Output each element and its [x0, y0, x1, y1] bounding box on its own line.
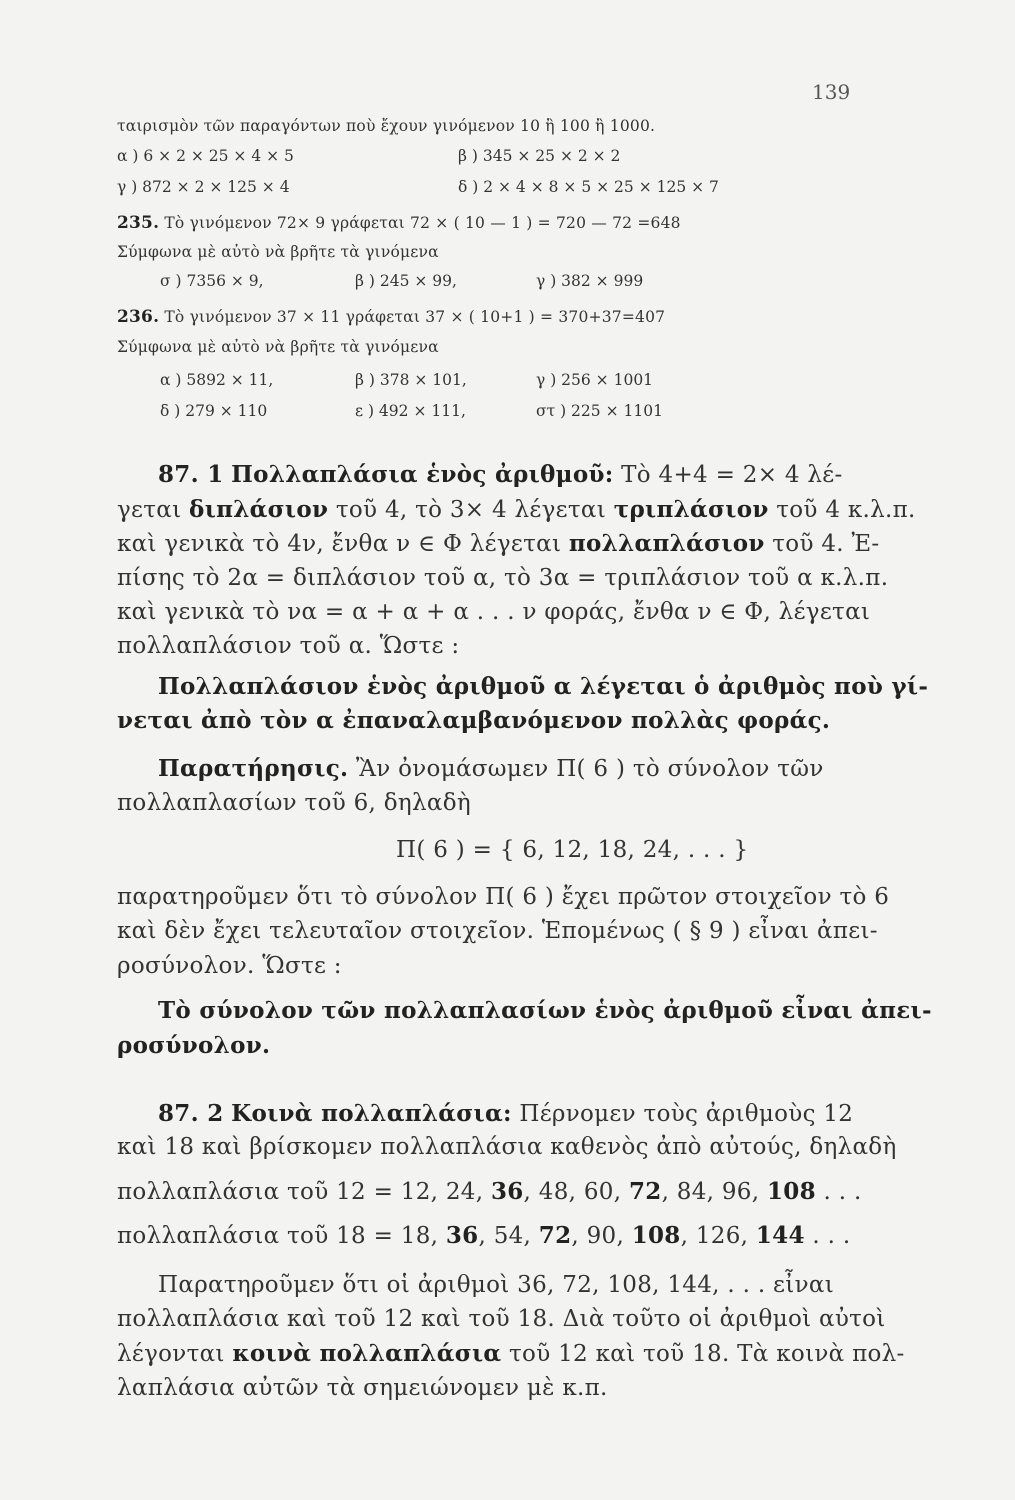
- term-multiple: πολλαπλάσιον: [568, 530, 765, 557]
- common-multiple: 108: [631, 1222, 681, 1249]
- set-formula: Π( 6 ) = { 6, 12, 18, 24, . . . }: [396, 837, 749, 863]
- text-line: [117, 496, 916, 523]
- text-span: γεται: [117, 497, 190, 523]
- text-line: Παρατηροῦμεν ὅτι οἱ ἀριθμοὶ 36, 72, 108, 144, . . . εἶναι: [158, 1272, 835, 1298]
- text-span: λέγονται: [117, 1341, 233, 1367]
- exercise-236a: α ) 5892 × 11,: [160, 371, 274, 389]
- exercise-235b: β ) 245 × 99,: [355, 272, 457, 290]
- exercise-1b: β ) 345 × 25 × 2 × 2: [458, 147, 621, 165]
- problem-236-instruction: Σύμφωνα μὲ αὐτὸ νὰ βρῆτε τὰ γινόμενα: [117, 338, 439, 356]
- text-line: καὶ γενικὰ τὸ να = α + α + α . . . ν φοράς, ἔνθα ν ∈ Φ, λέγεται: [117, 599, 871, 625]
- section-number: 87. 1: [158, 461, 224, 488]
- section-87-2-heading: [158, 1100, 853, 1127]
- text-line: πολλαπλάσια καὶ τοῦ 12 καὶ τοῦ 18. Διὰ τοῦτο οἱ ἀριθμοὶ αὐτοὶ: [117, 1306, 886, 1332]
- problem-number: 236.: [117, 307, 160, 327]
- text-line: καὶ 18 καὶ βρίσκομεν πολλαπλάσια καθενὸς ἀπὸ αὐτούς, δηλαδὴ: [117, 1134, 897, 1160]
- text-span: πολλαπλάσια τοῦ 12 = 12, 24,: [117, 1179, 491, 1205]
- problem-235: [117, 213, 681, 233]
- text-span: , 84, 96,: [661, 1179, 767, 1205]
- problem-text: Τὸ γινόμενον 72× 9 γράφεται 72 × ( 10 — 1 ) = 720 — 72 =648: [164, 214, 681, 232]
- common-multiple: 36: [445, 1222, 479, 1249]
- section-number: 87. 2: [158, 1100, 224, 1127]
- multiples-of-12: [117, 1178, 862, 1205]
- definition-line: νεται ἀπὸ τὸν α ἐπαναλαμβανόμενον πολλὰς φοράς.: [117, 707, 831, 734]
- intro-line: ταιρισμὸν τῶν παραγόντων ποὺ ἔχουν γινόμενον 10 ἢ 100 ἢ 1000.: [117, 117, 656, 135]
- text-span: καὶ γενικὰ τὸ 4ν, ἔνθα ν ∈ Φ λέγεται: [117, 531, 569, 557]
- problem-235-instruction: Σύμφωνα μὲ αὐτὸ νὰ βρῆτε τὰ γινόμενα: [117, 243, 439, 261]
- text-line: παρατηροῦμεν ὅτι τὸ σύνολον Π( 6 ) ἔχει πρῶτον στοιχεῖον τὸ 6: [117, 884, 890, 910]
- multiples-of-18: [117, 1222, 850, 1249]
- text-line: πολλαπλασίων τοῦ 6, δηλαδὴ: [117, 790, 471, 816]
- exercise-235a: σ ) 7356 × 9,: [160, 272, 264, 290]
- text-line: καὶ δὲν ἔχει τελευταῖον στοιχεῖον. Ἑπομένως ( § 9 ) εἶναι ἀπει-: [117, 918, 878, 944]
- problem-236: [117, 307, 665, 327]
- term-triple: τριπλάσιον: [613, 496, 769, 523]
- common-multiple: 72: [628, 1178, 662, 1205]
- text-span: τοῦ 12 καὶ τοῦ 18. Τὰ κοινὰ πολ-: [501, 1341, 905, 1367]
- exercise-1a: α ) 6 × 2 × 25 × 4 × 5: [117, 147, 294, 165]
- term-double: διπλάσιον: [189, 496, 329, 523]
- definition-line: ροσύνολον.: [117, 1032, 271, 1059]
- common-multiple: 108: [766, 1178, 816, 1205]
- exercise-236f: στ ) 225 × 1101: [536, 402, 663, 420]
- observation-title: Παρατήρησις.: [158, 755, 349, 782]
- definition-line: Τὸ σύνολον τῶν πολλαπλασίων ἑνὸς ἀριθμοῦ εἶναι ἀπει-: [158, 997, 932, 1024]
- observation-line: [158, 755, 824, 782]
- exercise-2b: δ ) 2 × 4 × 8 × 5 × 25 × 125 × 7: [458, 178, 719, 196]
- text-span: πολλαπλάσια τοῦ 18 = 18,: [117, 1223, 446, 1249]
- exercise-236b: β ) 378 × 101,: [355, 371, 467, 389]
- text-span: τοῦ 4 κ.λ.π.: [768, 497, 916, 523]
- problem-text: Τὸ γινόμενον 37 × 11 γράφεται 37 × ( 10+1 ) = 370+37=407: [164, 308, 666, 326]
- problem-number: 235.: [117, 213, 160, 233]
- text-line: πολλαπλάσιον τοῦ α. Ὥστε :: [117, 633, 460, 659]
- section-text: Τὸ 4+4 = 2× 4 λέ-: [613, 462, 843, 488]
- section-text: Πέρνομεν τοὺς ἀριθμοὺς 12: [511, 1101, 854, 1127]
- text-span: Ἂν ὀνομάσωμεν Π( 6 ) τὸ σύνολον τῶν: [348, 756, 824, 782]
- text-line: λαπλάσια αὐτῶν τὰ σημειώνομεν μὲ κ.π.: [117, 1375, 608, 1401]
- exercise-235c: γ ) 382 × 999: [536, 272, 644, 290]
- text-span: . . .: [804, 1223, 851, 1249]
- text-span: , 48, 60,: [523, 1179, 629, 1205]
- common-multiple: 144: [755, 1222, 805, 1249]
- definition-line: Πολλαπλάσιον ἑνὸς ἀριθμοῦ α λέγεται ὁ ἀριθμὸς ποὺ γί-: [158, 673, 929, 700]
- exercise-236d: δ ) 279 × 110: [160, 402, 268, 420]
- term-common-multiples: κοινὰ πολλαπλάσια: [232, 1340, 502, 1367]
- text-span: τοῦ 4, τὸ 3× 4 λέγεται: [328, 497, 614, 523]
- exercise-236c: γ ) 256 × 1001: [536, 371, 654, 389]
- text-span: . . .: [815, 1179, 862, 1205]
- text-line: [117, 1340, 905, 1367]
- text-span: , 126,: [680, 1223, 756, 1249]
- text-span: , 90,: [571, 1223, 632, 1249]
- common-multiple: 36: [490, 1178, 524, 1205]
- section-title: Κοινὰ πολλαπλάσια:: [231, 1100, 512, 1127]
- page-number: 139: [812, 80, 851, 104]
- text-line: πίσης τὸ 2α = διπλάσιον τοῦ α, τὸ 3α = τριπλάσιον τοῦ α κ.λ.π.: [117, 565, 889, 591]
- section-title: Πολλαπλάσια ἑνὸς ἀριθμοῦ:: [231, 461, 614, 488]
- section-87-1-heading: [158, 461, 843, 488]
- text-span: , 54,: [478, 1223, 539, 1249]
- common-multiple: 72: [538, 1222, 572, 1249]
- text-line: ροσύνολον. Ὥστε :: [117, 953, 342, 979]
- exercise-236e: ε ) 492 × 111,: [355, 402, 466, 420]
- text-span: τοῦ 4. Ἐ-: [764, 531, 880, 557]
- exercise-2a: γ ) 872 × 2 × 125 × 4: [117, 178, 290, 196]
- text-line: [117, 530, 880, 557]
